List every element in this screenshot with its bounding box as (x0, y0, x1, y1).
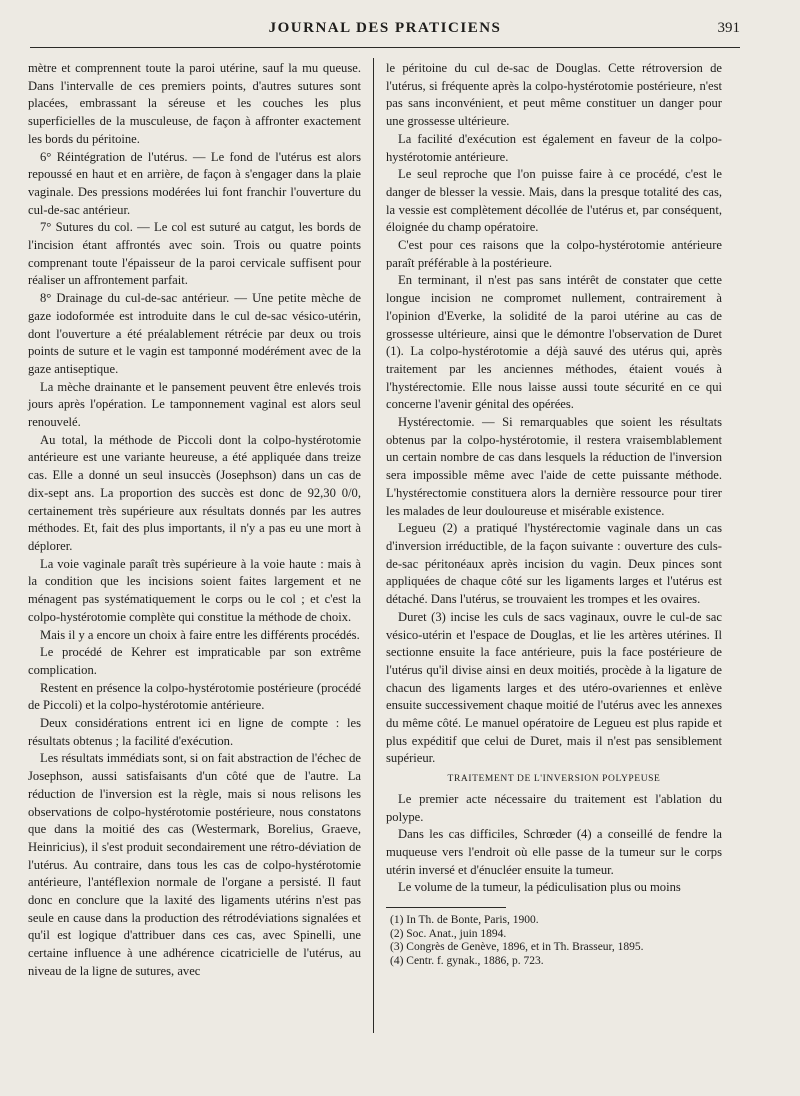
paragraph: Deux considérations entrent ici en ligne de compte : les résultats obtenus ; la facilité d'exécution. (28, 716, 361, 748)
footnote: (1) In Th. de Bonte, Paris, 1900. (390, 914, 539, 927)
paragraph: Au total, la méthode de Piccoli dont la colpo-hystérotomie antérieure est une variante heureuse, a été appliquée dans treize cas. Elle a donné un seul insuccès (Josephson) dans un cas de dix-sept ans. La proportion des succès est donc de 92,30 0/0, certainement très supérieure aux résultats donnés par les autres méthodes. Et, fait des plus importants, il n'y a pas eu une mort à déplorer. (28, 432, 361, 553)
paragraph: 7° Sutures du col. — Le col est suturé au catgut, les bords de l'incision étant affrontés avec soin. Trois ou quatre points comprenant toute l'épaisseur de la paroi cervicale suffisent pour réaliser un affrontement parfait. (28, 220, 361, 288)
paragraph: Legueu (2) a pratiqué l'hystérectomie vaginale dans un cas d'inversion irréductible, de la façon suivante : ouverture des culs-de-sac péritonéaux après incision du vagin. Deux pinces sont appliquées de chaque côté sur les ligaments larges et l'utérus est détaché. Dans l'utérus, se trouvaient les trompes et les ovaires. (386, 521, 722, 607)
footnote-rule (386, 907, 506, 908)
paragraph: La voie vaginale paraît très supérieure à la voie haute : mais à la condition que les incisions soient faites largement et ne ménagent pas systématiquement le corps ou le col ; et c'est la colpo-hystérotomie complète qui constitue la méthode de choix. (28, 556, 361, 624)
paragraph: Le premier acte nécessaire du traitement est l'ablation du polype. (386, 791, 722, 824)
paragraph: C'est pour ces raisons que la colpo-hystérotomie antérieure paraît préférable à la postérieure. (386, 238, 722, 270)
paragraph: 8° Drainage du cul-de-sac antérieur. — Une petite mèche de gaze iodoformée est introduite dans le cul de-sac vésico-utérin, dont l'ouverture a été préalablement rétrécie par deux ou trois points de suture et le vagin est tamponné modérément avec de la gaze antiseptique. (28, 291, 361, 376)
page-number: 391 (717, 20, 740, 36)
paragraph: Le volume de la tumeur, la pédiculisation plus ou moins (398, 880, 681, 895)
header-rule (30, 47, 740, 48)
paragraph: Les résultats immédiats sont, si on fait abstraction de l'échec de Josephson, aussi satisfaisants d'un côté que de l'autre. La réduction de l'inversion est la règle, mais si nous relisons les observations de colpo-hystérotomie postérieure, nous constatons que dans la moitié des cas (Westermark, Borelius, Graeve, Heinricius), il s'est produit secondairement une rétro-déviation de l'utérus. Au contraire, dans tous les cas de colpo-hystérotomie antérieure, l'antéflexion normale de l'organe a persisté. Il faut donc en conclure que la laxité des ligaments utérins n'est pas seule en cause dans la production des rétrodéviations signalées et qu'il est logique d'attribuer dans ces cas, avec Spinelli, une certaine influence à une adhérence cicatricielle de l'utérus, au niveau de la ligne de sutures, avec (28, 751, 361, 978)
paragraph: La mèche drainante et le pansement peuvent être enlevés trois jours après l'opération. Le tamponnement vaginal est alors seul renouvelé. (28, 379, 361, 430)
section-heading: TRAITEMENT DE L'INVERSION POLYPEUSE (447, 774, 661, 785)
paragraph: Hystérectomie. — Si remarquables que soient les résultats obtenus par la colpo-hystérotomie, il restera vraisemblablement un certain nombre de cas dans lesquels la réduction de l'inversion sera impossible même avec l'aide de cette puissante méthode. L'hystérectomie constituera alors la dernière ressource pour tirer les malades de leur douloureuse et misérable existence. (386, 415, 722, 518)
paragraph: Restent en présence la colpo-hystérotomie postérieure (procédé de Piccoli) et la colpo-hystérotomie antérieure. (28, 680, 361, 713)
paragraph: En terminant, il n'est pas sans intérêt de constater que cette longue incision ne compromet nullement, contrairement à l'opinion d'Everke, la solidité de la paroi utérine au cas de grossesse ultérieure, ainsi que le démontre l'observation de Duret (1). La colpo-hystérotomie a déjà sauvé des utérus qui, après traitement par les anciennes méthodes, étaient voués à l'hystérectomie. Elle nous laisse aussi toute sécurité en ce qui concerne l'avenir génital des opérées. (386, 273, 722, 412)
paragraph: Dans les cas difficiles, Schrœder (4) a conseillé de fendre la muqueuse vers l'endroit où elle passe de la tumeur sur le corps utérin inversé et d'énucléer ensuite la tumeur. (386, 827, 722, 877)
paragraph: La facilité d'exécution est également en faveur de la colpo-hystérotomie antérieure. (386, 131, 722, 164)
paragraph: Le procédé de Kehrer est impraticable par son extrême complication. (28, 645, 361, 677)
paragraph: Le seul reproche que l'on puisse faire à ce procédé, c'est le danger de blesser la vessie. Mais, dans la presque totalité des cas, la vessie est complètement décollée de l'utérus et, par conséquent, éloignée du champ opératoire. (386, 167, 722, 235)
paragraph: 6° Réintégration de l'utérus. — Le fond de l'utérus est alors repoussé en haut et en arrière, de façon à s'engager dans la plaie vaginale. Des pressions modérées lui font franchir l'ouverture du cul-de-sac antérieur. (28, 149, 361, 217)
paragraph: Duret (3) incise les culs de sacs vaginaux, ouvre le cul-de sac vésico-utérin et l'espace de Douglas, et lie les artères utérines. Il sectionne ensuite la face antérieure, puis la face postérieure de l'utérus qu'il divise ainsi en deux moitiés, procède à la ligature de chacun des ligaments larges et des utéro-ovariennes et enlève ensuite successivement chaque moitié de l'utérus avec les annexes du même côté. Le manuel opératoire de Legueu est plus rapide et plus expéditif que celui de Duret, mais il n'est pas sensiblement supérieur. (386, 609, 722, 766)
page-header (30, 18, 740, 44)
journal-title: JOURNAL DES PRATICIENS (268, 20, 502, 36)
right-column (386, 60, 722, 968)
column-divider (373, 58, 374, 1033)
footnote: (3) Congrès de Genève, 1896, et in Th. Brasseur, 1895. (390, 941, 644, 954)
paragraph: le péritoine du cul de-sac de Douglas. Cette rétroversion de l'utérus, si fréquente après la colpo-hystérotomie postérieure, n'est pas sans inconvénient, et peut même constituer un danger pour une grossesse ultérieure. (386, 61, 722, 129)
footnote: (2) Soc. Anat., juin 1894. (390, 927, 507, 940)
footnote: (4) Centr. f. gynak., 1886, p. 723. (390, 954, 544, 967)
left-column (28, 60, 361, 981)
paragraph: mètre et comprennent toute la paroi utérine, sauf la mu queuse. Dans l'intervalle de ces premiers points, d'autres sutures sont placées, embrassant la séreuse et les couches les plus superficielles de la musculeuse, de façon à affronter exactement les bords du péritoine. (28, 61, 361, 146)
paragraph: Mais il y a encore un choix à faire entre les différents procédés. (40, 627, 360, 642)
